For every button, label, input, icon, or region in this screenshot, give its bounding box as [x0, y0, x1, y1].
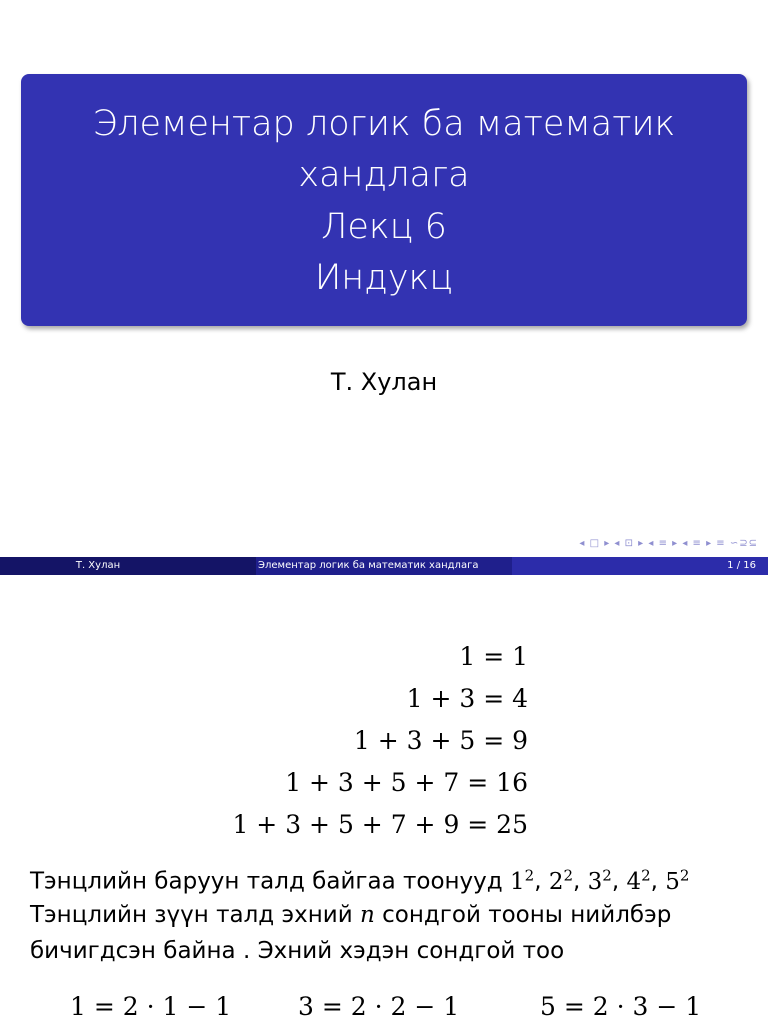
equation: 1 + 3 = 4: [406, 684, 528, 713]
title-line: Индукц: [314, 258, 454, 298]
content-slide: [0, 576, 768, 1024]
text-segment: сондгой тооны нийлбэр: [374, 902, 672, 928]
footer-bar: [0, 557, 768, 575]
square-number: $5^2$: [665, 866, 690, 895]
text-line: [30, 902, 671, 928]
title-line: Лекц 6: [321, 207, 447, 247]
equation: 1 + 3 + 5 = 9: [353, 726, 528, 755]
text-line: бичигдсэн байна . Эхний хэдэн сондгой тоо: [30, 938, 565, 964]
navigation-symbols[interactable]: ◂ □ ▸ ◂ ⊡ ▸ ◂ ≡ ▸ ◂ ≡ ▸ ≡ ∽⊇⊆: [579, 538, 758, 549]
square-number: $1^2$: [510, 866, 535, 895]
variable-n: n: [360, 902, 375, 928]
title-line: Элементар логик ба математик: [92, 104, 676, 144]
footer-author: Т. Хулан: [0, 557, 256, 575]
title-line: хандлага: [298, 155, 470, 195]
text-segment: Тэнцлийн баруун талд байгаа тоонууд: [30, 868, 510, 895]
footer-page-number: 1 / 16: [512, 557, 768, 575]
square-number: $4^2$: [626, 866, 651, 895]
footer-title: Элементар логик ба математик хандлага: [256, 557, 512, 575]
equation: 1 + 3 + 5 + 7 = 16: [285, 768, 528, 797]
author-name: Т. Хулан: [330, 368, 438, 396]
odd-equation: 3 = 2 · 2 − 1: [298, 992, 460, 1021]
text-line: Тэнцлийн баруун талд байгаа тоонууд $1^2$, $2^2$, $3^2$, $4^2$, $5^2$: [30, 866, 690, 895]
odd-equation: 1 = 2 · 1 − 1: [70, 992, 232, 1021]
title-block: [21, 74, 747, 326]
odd-equation: 5 = 2 · 3 − 1: [540, 992, 702, 1021]
equation: 1 = 1: [459, 642, 528, 671]
text-segment: Тэнцлийн зүүн талд эхний: [30, 902, 360, 928]
equation: 1 + 3 + 5 + 7 + 9 = 25: [232, 810, 528, 839]
square-number: $3^2$: [587, 866, 612, 895]
square-number: $2^2$: [548, 866, 573, 895]
